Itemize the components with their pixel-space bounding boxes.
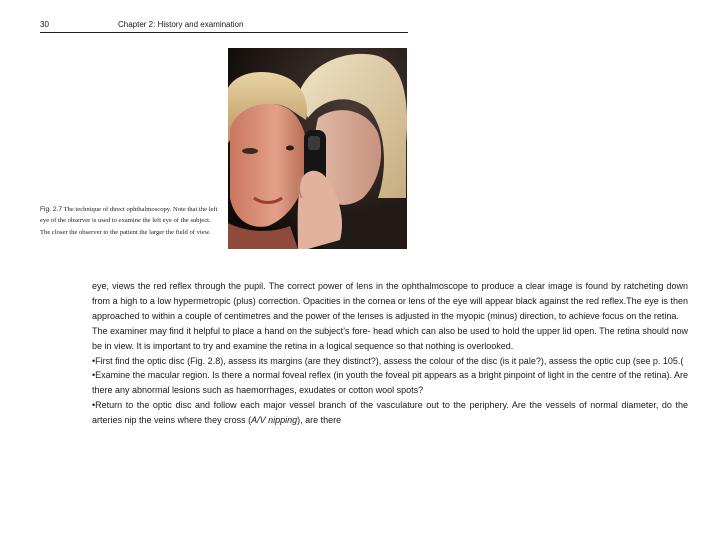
- figure-number: Fig. 2.7: [40, 206, 62, 213]
- bullet-paragraph: •Examine the macular region. Is there a normal foveal reflex (in youth the foveal pit appears as a bright pinpoint of light in the centre of the retina). Are there any abnormal lesions such as haemorrhages, exudates or cotton wool spots?: [92, 370, 688, 396]
- bullet-paragraph: [92, 398, 688, 428]
- body-text: [92, 279, 688, 428]
- text-span: ), are there: [297, 415, 342, 426]
- paragraph: The examiner may find it helpful to place a hand on the subject’s fore- head which can also be used to hold the upper lid open. The retina should now be in view. It is important to try and examine the retina in a logical sequence so that nothing is overlooked.: [92, 325, 688, 351]
- bullet-paragraph: •First find the optic disc (Fig. 2.8), assess its margins (are they distinct?), assess the colour of the disc (is it pale?), assess the optic cup (see p. 105.(: [92, 355, 684, 366]
- paragraph: eye, views the red reflex through the pupil. The correct power of lens in the ophthalmoscope to produce a clear image is found by ratcheting down from a high to a low hypermetropic (plus) correction. Opacities in the cornea or lens of the eye will appear black against the red reflex.The eye is then approached to within a couple of centimetres and the power of the lenses is adjusted in the myopic (minus) direction, to achieve focus on the retina.: [92, 281, 688, 321]
- emphasis-text: A/V nipping: [251, 415, 298, 426]
- page-number: 30: [40, 20, 49, 29]
- figure-photo-ophthalmoscopy: [228, 48, 407, 249]
- running-header: [40, 18, 408, 33]
- figure-caption: [40, 204, 222, 238]
- photo-illustration: [228, 48, 407, 249]
- text-span: •Return to the optic disc and follow each major vessel branch of the vasculature out to the periphery. Are the vessels of normal diameter, do the arteries nip the veins where they cross (: [92, 400, 688, 426]
- chapter-title: Chapter 2: History and examination: [118, 20, 244, 29]
- figure-caption-text: The technique of direct ophthalmoscopy. Note that the left eye of the observer is used to examine the left eye of the subject. The closer the observer to the patient the larger the field of view.: [40, 206, 218, 236]
